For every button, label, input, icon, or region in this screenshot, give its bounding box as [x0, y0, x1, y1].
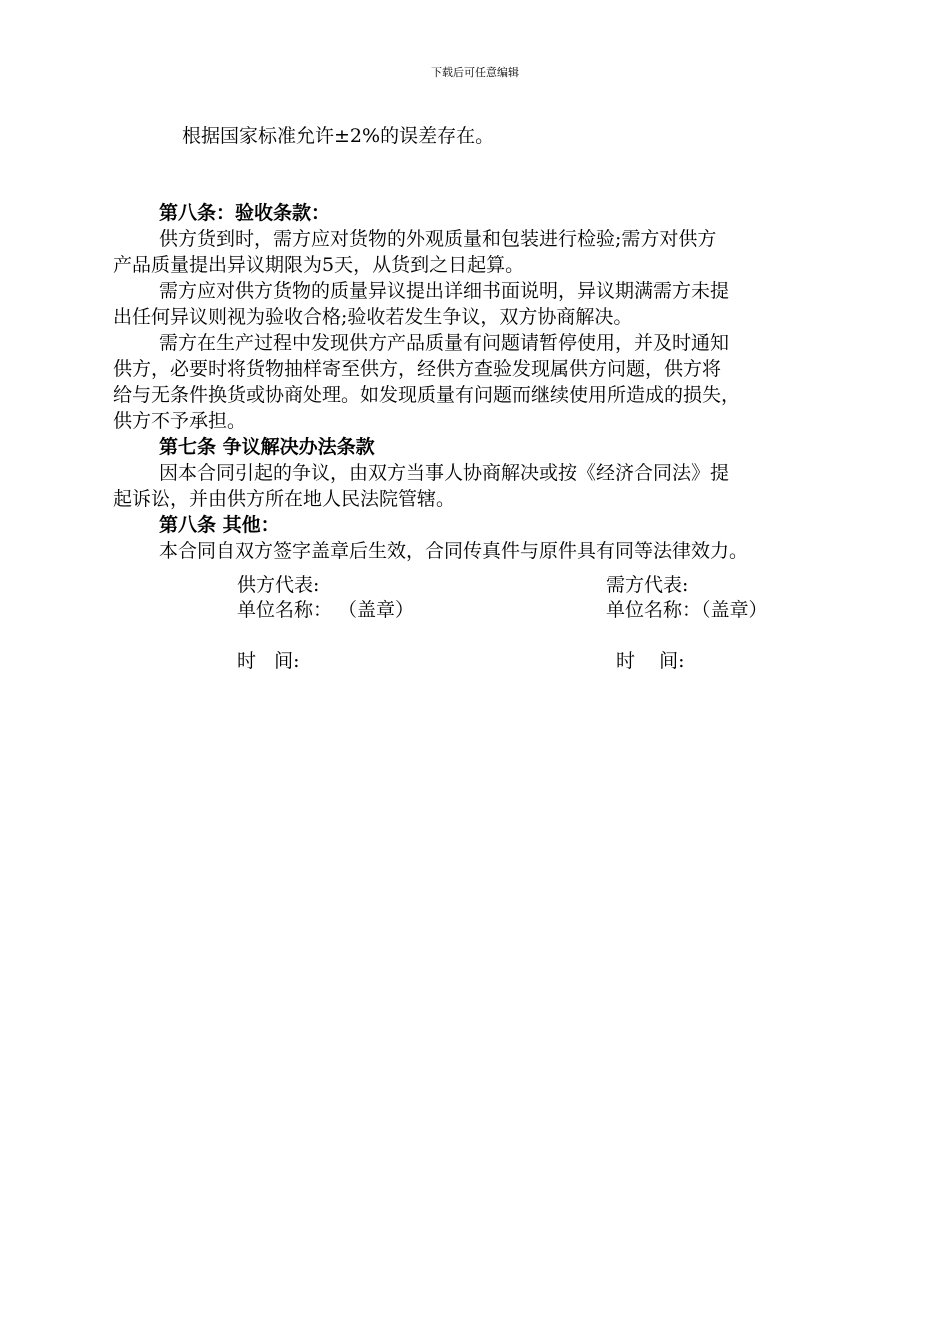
supplier-unit-label: 单位名称： （盖章）: [237, 599, 415, 621]
buyer-unit-label: 单位名称：（盖章）: [606, 599, 768, 621]
paragraph-line: 产品质量提出异议期限为5天，从货到之日起算。: [113, 254, 525, 276]
intro-block: [113, 123, 843, 149]
paragraph-line: 需方应对供方货物的质量异议提出详细书面说明，异议期满需方未提: [159, 280, 730, 302]
paragraph-line: 本合同自双方签字盖章后生效，合同传真件与原件具有同等法律效力。: [159, 540, 749, 562]
paragraph-line: 供方，必要时将货物抽样寄至供方，经供方查验发现属供方问题，供方将: [113, 358, 722, 380]
buyer-time-label: 时 间:: [616, 650, 685, 672]
intro-text: 根据国家标准允许±2%的误差存在。: [182, 125, 495, 147]
article-7-heading: 第七条 争议解决办法条款: [159, 436, 375, 458]
paragraph-line: 供方货到时，需方应对货物的外观质量和包装进行检验;需方对供方: [159, 228, 717, 250]
buyer-rep-label: 需方代表:: [606, 574, 689, 596]
supplier-time-label: 时 间:: [237, 650, 300, 672]
article-8-heading: 第八条：验收条款：: [159, 202, 331, 224]
paragraph-line: 给与无条件换货或协商处理。如发现质量有问题而继续使用所造成的损失，: [113, 384, 741, 406]
article-8-acceptance: [113, 200, 843, 564]
paragraph-line: 出任何异议则视为验收合格;验收若发生争议，双方协商解决。: [113, 306, 633, 328]
paragraph-line: 起诉讼，并由供方所在地人民法院管辖。: [113, 488, 456, 510]
paragraph-line: 供方不予承担。: [113, 410, 247, 432]
article-8-other-heading: 第八条 其他：: [159, 514, 280, 536]
page-header: 下载后可任意编辑: [431, 66, 519, 79]
supplier-rep-label: 供方代表:: [237, 574, 320, 596]
paragraph-line: 因本合同引起的争议，由双方当事人协商解决或按《经济合同法》提: [159, 462, 730, 484]
paragraph-line: 需方在生产过程中发现供方产品质量有问题请暂停使用，并及时通知: [159, 332, 730, 354]
